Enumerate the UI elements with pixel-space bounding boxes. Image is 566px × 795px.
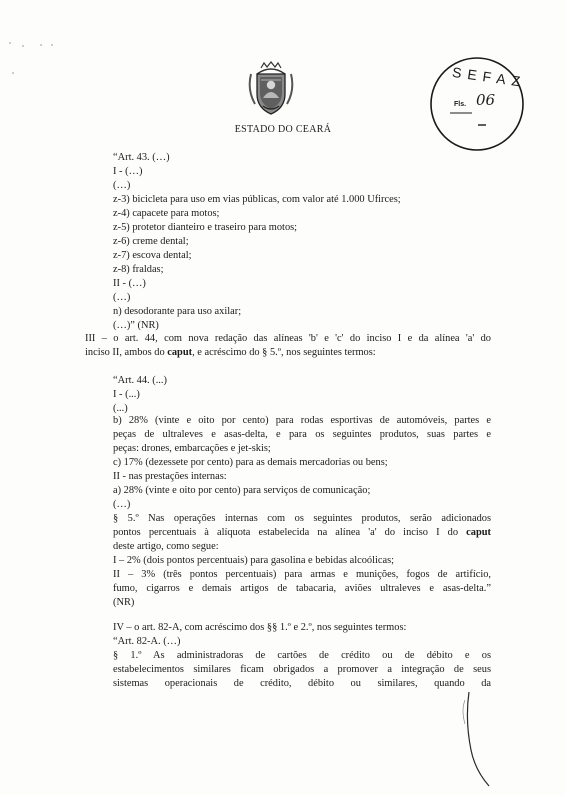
margin-pen-stroke	[455, 690, 495, 790]
art43-item-z3: z-3) bicicleta para uso em vias públicas, com valor até 1.000 Ufirces;	[113, 194, 401, 205]
art43-item-n: n) desodorante para uso axilar;	[113, 306, 242, 317]
art82a-par1: sistemas operacionais de crédito, débito ou similares, quando da	[113, 678, 491, 689]
para3-line2	[85, 346, 376, 360]
scan-speck	[40, 44, 42, 46]
caput-term: caput	[466, 527, 491, 538]
state-title: ESTADO DO CEARÁ	[234, 124, 332, 135]
art43-item-z6: z-6) creme dental;	[113, 236, 189, 247]
art44-item-b: peças: drones, embarcações e jet-skis;	[113, 443, 271, 454]
art44-par5	[113, 526, 491, 540]
art44-nr: (NR)	[113, 597, 135, 608]
art43-item-z5: z-5) protetor dianteiro e traseiro para motos;	[113, 222, 298, 233]
art44-line: (...)	[113, 403, 128, 414]
art44-par5-ii: II – 3% (três pontos percentuais) para armas e munições, fogos de artifício,	[113, 569, 491, 580]
art82a-par1: § 1.º As administradoras de cartões de crédito ou de débito e os	[113, 650, 491, 661]
art43-heading: “Art. 43. (…)	[113, 152, 170, 163]
stamp-text	[428, 55, 526, 153]
stamp-sheet-label: Fls.	[454, 101, 467, 108]
art43-line: (…)	[113, 292, 131, 303]
art44-item-b: peças de ultraleves e asas-delta, e para os seguintes produtos, suas partes e	[113, 429, 491, 440]
art43-line: (…)	[113, 180, 131, 191]
para4-line1: IV – o art. 82-A, com acréscimo dos §§ 1.º e 2.º, nos seguintes termos:	[113, 622, 407, 633]
art44-par5: § 5.º Nas operações internas com os seguintes produtos, serão adicionados	[113, 513, 491, 524]
art43-line: I - (…)	[113, 166, 143, 177]
art44-inciso-ii: II - nas prestações internas:	[113, 471, 227, 482]
art44-line: I - (...)	[113, 389, 140, 400]
caput-term: caput	[167, 347, 193, 358]
art43-item-z8: z-8) fraldas;	[113, 264, 164, 275]
par5-text: pontos percentuais à alíquota estabelecida na alínea 'a' do inciso I do	[113, 527, 467, 538]
scan-speck	[9, 42, 11, 44]
scan-speck	[12, 72, 14, 74]
para3-text: , e acréscimo do § 5.º, nos seguintes termos:	[192, 347, 376, 358]
art44-line: (…)	[113, 499, 131, 510]
art43-line: II - (…)	[113, 278, 146, 289]
art44-par5-ii: fumo, cigarros e demais artigos de tabacaria, aviões ultraleves e asas-delta.”	[113, 583, 491, 594]
art82a-par1: estabelecimentos similares ficam obrigados a promover a integração de seus	[113, 664, 491, 675]
stamp-org: SEFAZ	[451, 63, 528, 91]
art44-item-b: b) 28% (vinte e oito por cento) para rodas esportivas de automóveis, partes e	[113, 415, 491, 426]
scan-speck	[22, 45, 24, 47]
art44-par5-i: I – 2% (dois pontos percentuais) para gasolina e bebidas alcoólicas;	[113, 555, 395, 566]
art43-closing: (…)” (NR)	[113, 320, 159, 331]
state-coat-of-arms	[247, 60, 295, 118]
art44-item-a: a) 28% (vinte e oito por cento) para serviços de comunicação;	[113, 485, 371, 496]
art43-item-z7: z-7) escova dental;	[113, 250, 192, 261]
art43-item-z4: z-4) capacete para motos;	[113, 208, 220, 219]
art44-par5: deste artigo, como segue:	[113, 541, 219, 552]
para3-line1: III – o art. 44, com nova redação das alíneas 'b' e 'c' do inciso I e da alínea 'a' do	[85, 333, 491, 344]
para3-text: inciso II, ambos do	[85, 347, 168, 358]
scan-speck	[51, 44, 53, 46]
stamp-sheet-number: 06	[476, 91, 496, 109]
art82a-heading: “Art. 82-A. (…)	[113, 636, 181, 647]
art44-item-c: c) 17% (dezessete por cento) para as demais mercadorias ou bens;	[113, 457, 388, 468]
art44-heading: “Art. 44. (...)	[113, 375, 167, 386]
